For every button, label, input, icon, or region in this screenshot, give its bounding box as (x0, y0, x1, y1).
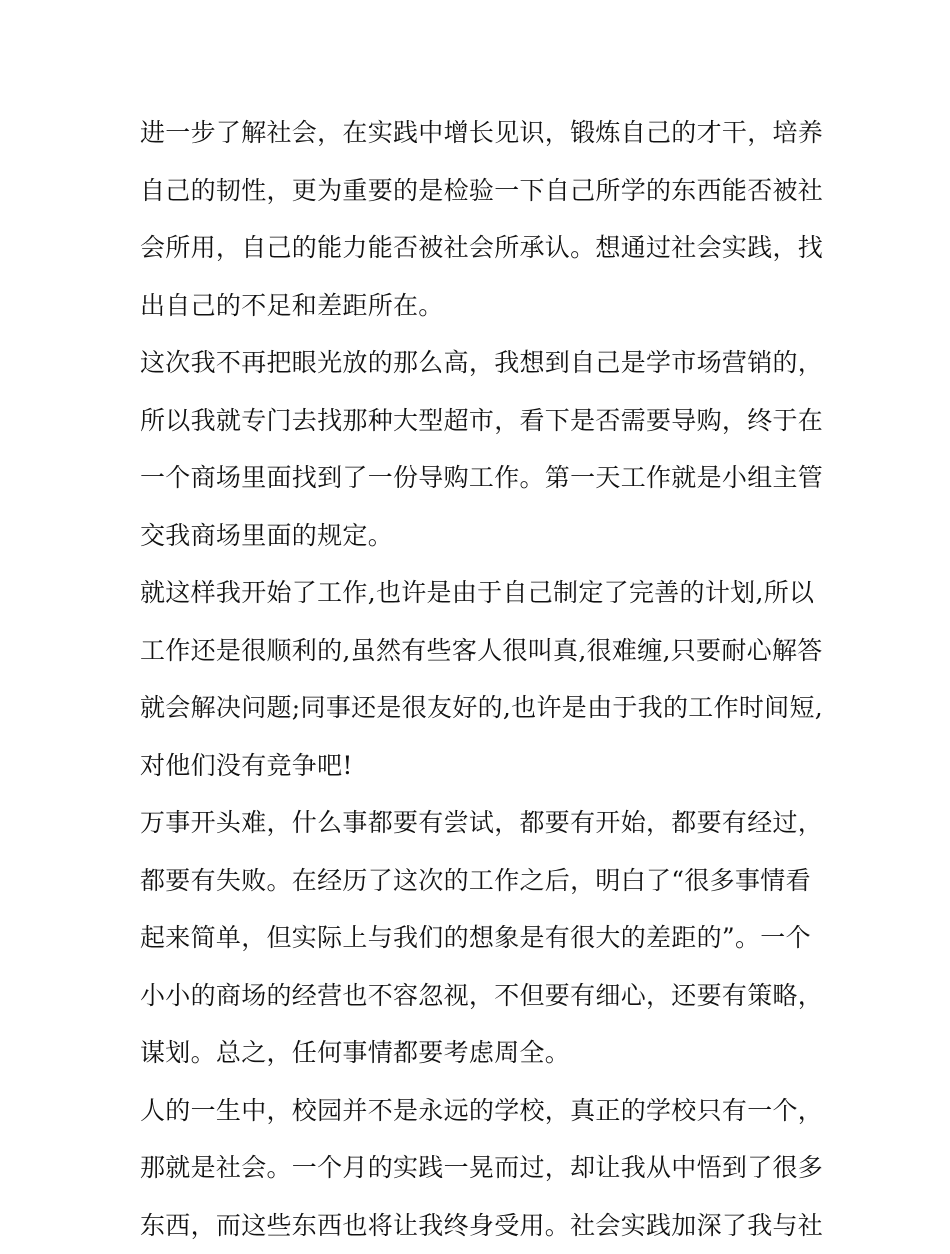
text-line: 就会解决问题;同事还是很友好的,也许是由于我的工作时间短, (140, 679, 820, 737)
text-line: 自己的韧性，更为重要的是检验一下自己所学的东西能否被社 (140, 162, 820, 220)
text-line: 会所用，自己的能力能否被社会所承认。想通过社会实践，找 (140, 219, 820, 277)
text-line: 人的一生中，校园并不是永远的学校，真正的学校只有一个， (140, 1082, 820, 1140)
text-line: 东西，而这些东西也将让我终身受用。社会实践加深了我与社 (140, 1197, 820, 1254)
text-line: 一个商场里面找到了一份导购工作。第一天工作就是小组主管 (140, 449, 820, 507)
text-line: 谋划。总之，任何事情都要考虑周全。 (140, 1024, 820, 1082)
text-line: 万事开头难，什么事都要有尝试，都要有开始，都要有经过， (140, 794, 820, 852)
document-body (140, 104, 820, 1254)
text-line: 就这样我开始了工作,也许是由于自己制定了完善的计划,所以 (140, 564, 820, 622)
text-line: 工作还是很顺利的,虽然有些客人很叫真,很难缠,只要耐心解答 (140, 622, 820, 680)
text-line: 对他们没有竞争吧! (140, 737, 820, 795)
text-line: 都要有失败。在经历了这次的工作之后，明白了“很多事情看 (140, 852, 820, 910)
text-line: 交我商场里面的规定。 (140, 507, 820, 565)
text-line: 出自己的不足和差距所在。 (140, 277, 820, 335)
text-line: 起来简单，但实际上与我们的想象是有很大的差距的”。一个 (140, 909, 820, 967)
text-line: 所以我就专门去找那种大型超市，看下是否需要导购，终于在 (140, 392, 820, 450)
text-line: 进一步了解社会，在实践中增长见识，锻炼自己的才干，培养 (140, 104, 820, 162)
text-line: 这次我不再把眼光放的那么高，我想到自己是学市场营销的， (140, 334, 820, 392)
text-line: 那就是社会。一个月的实践一晃而过，却让我从中悟到了很多 (140, 1139, 820, 1197)
text-line: 小小的商场的经营也不容忽视，不但要有细心，还要有策略， (140, 967, 820, 1025)
